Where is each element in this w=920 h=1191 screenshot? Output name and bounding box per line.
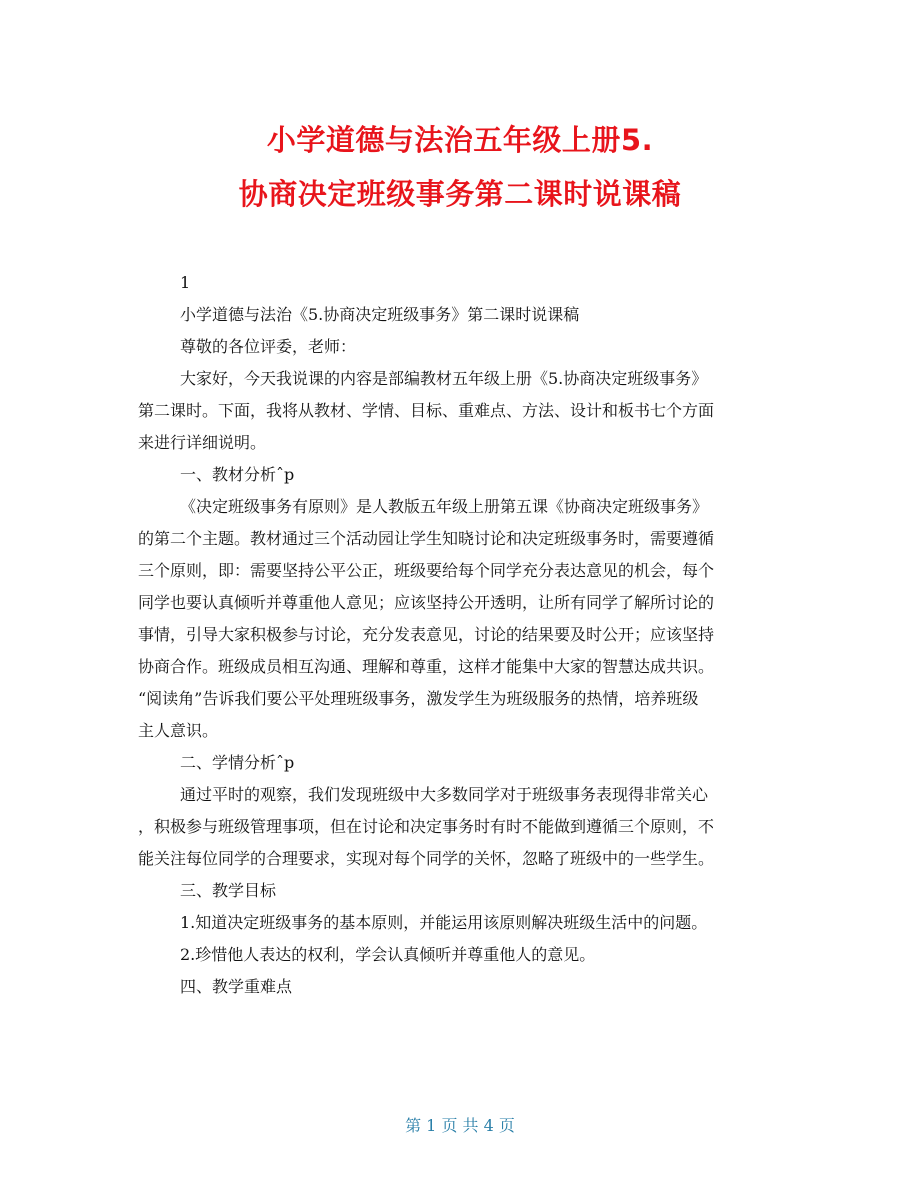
section-heading-3: 三、教学目标 (180, 881, 277, 900)
document-title-line-2: 协商决定班级事务第二课时说课稿 (238, 177, 682, 211)
intro-line-2: 第二课时。下面，我将从教材、学情、目标、重难点、方法、设计和板书七个方面 (138, 401, 715, 420)
textbook-analysis-line-8: 主人意识。 (138, 721, 219, 740)
document-body (138, 267, 784, 1003)
salutation: 尊敬的各位评委，老师： (180, 337, 357, 356)
textbook-analysis-line-1: 《决定班级事务有原则》是人教版五年级上册第五课《协商决定班级事务》 (180, 497, 709, 516)
section-heading-1: 一、教材分析ˆp (180, 465, 295, 484)
learner-analysis-line-2: ，积极参与班级管理事项，但在讨论和决定事务时有时不能做到遵循三个原则，不 (138, 817, 715, 836)
section-heading-4: 四、教学重难点 (180, 977, 293, 996)
intro-line-3: 来进行详细说明。 (138, 433, 267, 452)
section-heading-2: 二、学情分析ˆp (180, 753, 295, 772)
textbook-analysis-line-6: 协商合作。班级成员相互沟通、理解和尊重，这样才能集中大家的智慧达成共识。 (138, 657, 715, 676)
objective-1: 1.知道决定班级事务的基本原则，并能运用该原则解决班级生活中的问题。 (180, 913, 708, 932)
textbook-analysis-line-7: “阅读角”告诉我们要公平处理班级事务，激发学生为班级服务的热情，培养班级 (138, 689, 699, 708)
textbook-analysis-line-4: 同学也要认真倾听并尊重他人意见；应该坚持公开透明，让所有同学了解所讨论的 (138, 593, 715, 612)
document-title-line-1: 小学道德与法治五年级上册5. (266, 123, 654, 157)
subtitle-line: 小学道德与法治《5.协商决定班级事务》第二课时说课稿 (180, 305, 580, 324)
objective-2: 2.珍惜他人表达的权利，学会认真倾听并尊重他人的意见。 (180, 945, 596, 964)
page-footer: 第 1 页 共 4 页 (405, 1116, 515, 1135)
learner-analysis-line-3: 能关注每位同学的合理要求，实现对每个同学的关怀，忽略了班级中的一些学生。 (138, 849, 715, 868)
learner-analysis-line-1: 通过平时的观察，我们发现班级中大多数同学对于班级事务表现得非常关心 (180, 785, 709, 804)
textbook-analysis-line-2: 的第二个主题。教材通过三个活动园让学生知晓讨论和决定班级事务时，需要遵循 (138, 529, 715, 548)
textbook-analysis-line-3: 三个原则，即：需要坚持公平公正，班级要给每个同学充分表达意见的机会，每个 (138, 561, 715, 580)
textbook-analysis-line-5: 事情，引导大家积极参与讨论，充分发表意见，讨论的结果要及时公开；应该坚持 (138, 625, 715, 644)
intro-line-1: 大家好，今天我说课的内容是部编教材五年级上册《5.协商决定班级事务》 (180, 369, 708, 388)
page-marker: 1 (180, 273, 191, 292)
